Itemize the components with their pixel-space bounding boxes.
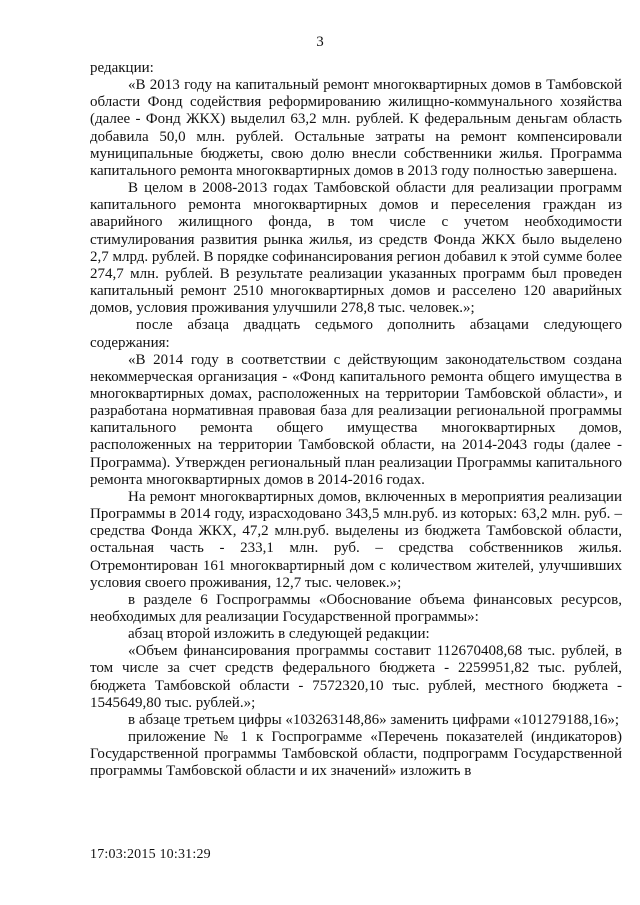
print-timestamp: 17:03:2015 10:31:29 <box>90 847 211 862</box>
document-body <box>90 60 622 781</box>
paragraph-section-6: в разделе 6 Госпрограммы «Обоснование объема финансовых ресурсов, необходимых для реализации Государственной программы»: <box>90 591 622 625</box>
paragraph-2014-fund: «В 2014 году в соответствии с действующим законодательством создана некоммерческая организация - «Фонд капитального ремонта общего имущества в многоквартирных домах, расположенных на территории Тамбовской области», и разработана нормативная правовая база для реализации региональной программы капитального ремонта общего имущества многоквартирных домов, расположенных на территории Тамбовской области, на 2014-2043 годы (далее - Программа). Утвержден региональный план реализации Программы капитального ремонта многоквартирных домов в 2014-2016 годах. <box>90 351 622 488</box>
paragraph-2013-repair: «В 2013 году на капитальный ремонт многоквартирных домов в Тамбовской области Фонд содействия реформированию жилищно-коммунального хозяйства (далее - Фонд ЖКХ) выделил 63,2 млн. рублей. К федеральным деньгам область добавила 50,0 млн. рублей. Остальные затраты на ремонт компенсировали муниципальные бюджеты, свою долю внесли собственники жилья. Программа капитального ремонта многоквартирных домов в 2013 году полностью завершена. <box>90 77 622 179</box>
paragraph-insert-instruction: после абзаца двадцать седьмого дополнить абзацами следующего содержания: <box>90 317 622 351</box>
paragraph-financing-volume: «Объем финансирования программы составит 112670408,68 тыс. рублей, в том числе за счет средств федерального бюджета - 2259951,82 тыс. рублей, бюджета Тамбовской области - 7572320,10 тыс. рублей, местного бюджета - 1545649,80 тыс. рублей.»; <box>90 643 622 711</box>
paragraph-third-abzac: в абзаце третьем цифры «103263148,86» заменить цифрами «101279188,16»; <box>128 711 619 728</box>
paragraph-second-abzac: абзац второй изложить в следующей редакции: <box>128 626 430 643</box>
page-number: 3 <box>316 34 324 50</box>
paragraph-2014-expenses: На ремонт многоквартирных домов, включенных в мероприятия реализации Программы в 2014 году, израсходовано 343,5 млн.руб. из которых: 63,2 млн. руб. – средства Фонда ЖКХ, 47,2 млн.руб. выделены из бюджета Тамбовской области, остальная часть - 233,1 млн. руб. – средства собственников жилья. Отремонтирован 161 многоквартирный дом с количеством жителей, улучшивших условия своего проживания, 12,7 тыс. человек.»; <box>90 488 622 591</box>
paragraph-2008-2013-summary: В целом в 2008-2013 годах Тамбовской области для реализации программ капитального ремонта многоквартирных домов и переселения граждан из аварийного жилищного фонда, в том числе с учетом необходимости стимулирования развития рынка жилья, из средств Фонда ЖКХ было выделено 2,7 млрд. рублей. В порядке софинансирования регион добавил к этой сумме более 274,7 млн. рублей. В результате реализации указанных программ был проведен капитальный ремонт 2510 многоквартирных домов и расселено 120 аварийных домов, условия проживания улучшили 278,8 тыс. человек.»; <box>90 180 623 317</box>
paragraph-intro: редакции: <box>90 60 154 76</box>
paragraph-appendix-1: приложение № 1 к Госпрограмме «Перечень показателей (индикаторов) Государственной программы Тамбовской области, подпрограмм Государственной программы Тамбовской области и их значений» изложить в <box>90 729 622 780</box>
